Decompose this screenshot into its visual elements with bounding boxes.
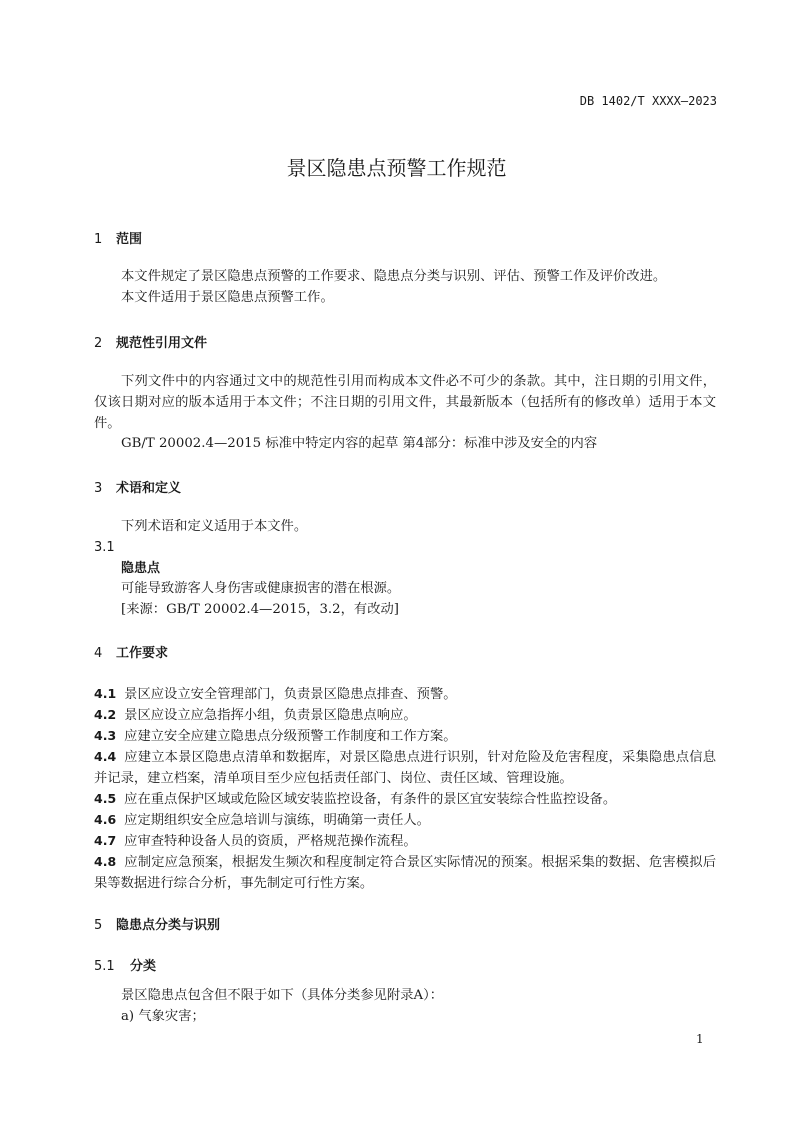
paragraph: 下列文件中的内容通过文中的规范性引用而构成本文件必不可少的条款。其中，注日期的引用文件，仅该日期对应的版本适用于本文件；不注日期的引用文件，其最新版本（包括所有的修改单）适用于本文件。 (94, 374, 716, 431)
section-title: 术语和定义 (116, 481, 182, 496)
subsection-heading-5-1 (94, 955, 156, 974)
term-definition: 可能导致游客人身伤害或健康损害的潜在根源。 (121, 581, 401, 596)
section-title: 隐患点分类与识别 (116, 918, 221, 933)
subsection-title: 分类 (130, 959, 157, 974)
reference-entry: GB/T 20002.4—2015 标准中特定内容的起草 第4部分：标准中涉及安全的内容 (121, 436, 598, 451)
list-item (94, 851, 716, 894)
section-heading-1 (94, 228, 142, 247)
list-item (94, 704, 716, 726)
term-source: [来源：GB/T 20002.4—2015，3.2，有改动] (121, 602, 399, 617)
subsection-number: 5.1 (94, 959, 115, 974)
clause-number: 4.6 (94, 812, 117, 827)
section-heading-3 (94, 477, 181, 496)
document-code: DB 1402/T XXXX—2023 (579, 94, 717, 108)
page-title: 景区隐患点预警工作规范 (286, 156, 507, 180)
clause-number: 4.5 (94, 791, 117, 806)
section-title: 工作要求 (116, 646, 169, 661)
list-item (94, 725, 716, 747)
clause-number: 4.7 (94, 833, 117, 848)
section-heading-4 (94, 642, 168, 661)
clause-text: 应制定应急预案，根据发生频次和程度制定符合景区实际情况的预案。根据采集的数据、危害模拟后果等数据进行综合分析，事先制定可行性方案。 (94, 855, 716, 891)
paragraph: 本文件适用于景区隐患点预警工作。 (121, 290, 334, 305)
term-name: 隐患点 (121, 561, 161, 576)
section-title: 范围 (116, 232, 143, 247)
list-item (94, 683, 716, 705)
section-number: 1 (94, 232, 103, 247)
clause-text: 应建立安全应建立隐患点分级预警工作制度和工作方案。 (124, 729, 457, 744)
list-item (94, 809, 716, 831)
list-item (94, 830, 716, 852)
clause-number: 4.4 (94, 749, 117, 764)
clause-text: 应在重点保护区域或危险区域安装监控设备，有条件的景区宜安装综合性监控设备。 (124, 792, 617, 807)
clause-number: 4.3 (94, 728, 117, 743)
section-heading-5 (94, 914, 220, 933)
clause-text: 景区应设立应急指挥小组，负责景区隐患点响应。 (124, 708, 417, 723)
clause-number: 4.1 (94, 686, 117, 701)
list-item (94, 788, 716, 810)
section-number: 3 (94, 481, 103, 496)
section-title: 规范性引用文件 (116, 336, 208, 351)
clause-text: 应建立本景区隐患点清单和数据库，对景区隐患点进行识别，针对危险及危害程度，采集隐患点信息并记录，建立档案，清单项目至少应包括责任部门、岗位、责任区域、管理设施。 (94, 750, 716, 786)
term-number: 3.1 (94, 540, 115, 555)
section-heading-2 (94, 332, 207, 351)
clause-text: 应审查特种设备人员的资质，严格规范操作流程。 (124, 834, 417, 849)
list-item: a) 气象灾害； (121, 1009, 205, 1024)
clause-number: 4.8 (94, 854, 117, 869)
clause-number: 4.2 (94, 707, 117, 722)
section-number: 5 (94, 918, 103, 933)
section-number: 2 (94, 336, 103, 351)
paragraph: 下列术语和定义适用于本文件。 (121, 519, 308, 534)
paragraph: 本文件规定了景区隐患点预警的工作要求、隐患点分类与识别、评估、预警工作及评价改进。 (121, 269, 667, 284)
clause-text: 应定期组织安全应急培训与演练，明确第一责任人。 (124, 813, 430, 828)
section-number: 4 (94, 646, 103, 661)
page-number: 1 (696, 1032, 704, 1046)
list-item (94, 746, 716, 789)
paragraph: 景区隐患点包含但不限于如下（具体分类参见附录A）： (121, 988, 444, 1003)
clause-text: 景区应设立安全管理部门，负责景区隐患点排查、预警。 (124, 687, 457, 702)
